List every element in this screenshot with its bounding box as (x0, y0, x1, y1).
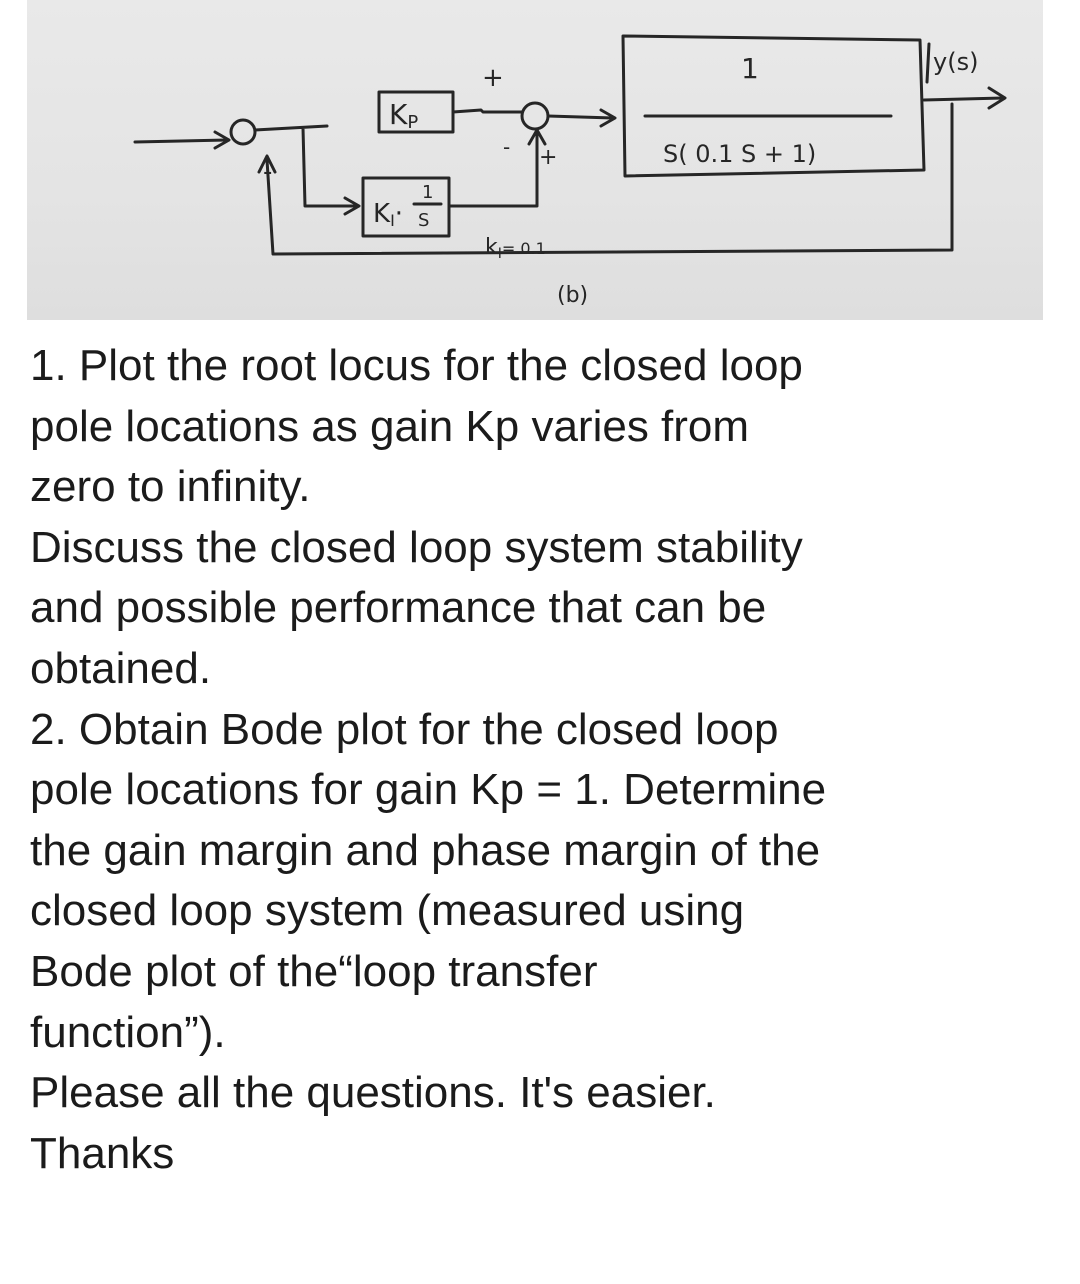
plant-numerator: 1 (741, 52, 759, 85)
question-line-5: and possible performance that can be (30, 583, 767, 633)
question-line-8: pole locations for gain Kp = 1. Determine (30, 765, 827, 815)
sign-minus-inner: - (503, 135, 511, 159)
kp-block-label: KP (389, 98, 419, 133)
question-line-2: pole locations as gain Kp varies from (30, 401, 750, 451)
ki-block-label: KI· (373, 199, 404, 230)
question-line-14: Thanks (30, 1128, 175, 1178)
output-label-bracket (927, 44, 929, 82)
junction-to-plant-line (548, 116, 613, 118)
summing-junction-outer (231, 120, 255, 144)
question-line-9: the gain margin and phase margin of the (30, 825, 821, 875)
output-label: y(s) (933, 48, 979, 76)
block-diagram (27, 0, 1043, 320)
question-line-3: zero to infinity. (30, 462, 311, 512)
question-line-4: Discuss the closed loop system stability (30, 522, 803, 572)
figure-label: (b) (557, 283, 589, 308)
ki-output-line (449, 132, 537, 206)
question-line-12: function”). (30, 1007, 226, 1057)
ki-frac-denominator: S (418, 210, 430, 231)
question-line-10: closed loop system (measured using (30, 886, 745, 936)
sign-minus-outer: - (263, 157, 273, 187)
sign-plus-right: + (539, 145, 558, 170)
question-line-11: Bode plot of the“loop transfer (30, 946, 598, 996)
question-line-7: 2. Obtain Bode plot for the closed loop (30, 704, 779, 754)
block-diagram-photo (27, 0, 1043, 320)
summing-junction-inner (522, 103, 548, 129)
ki-frac-numerator: 1 (422, 182, 434, 203)
question-line-1: 1. Plot the root locus for the closed loop (30, 341, 803, 390)
plant-denominator: S( 0.1 S + 1) (663, 140, 817, 168)
question-text (30, 336, 1060, 1184)
question-line-13: Please all the questions. It's easier. (30, 1068, 716, 1118)
input-signal-line (135, 140, 227, 142)
output-line (924, 98, 1003, 100)
sign-plus-top: + (482, 63, 504, 93)
ki-value-label: kI= 0.1 (485, 235, 546, 262)
question-line-6: obtained. (30, 643, 212, 693)
kp-output-line (453, 110, 521, 112)
